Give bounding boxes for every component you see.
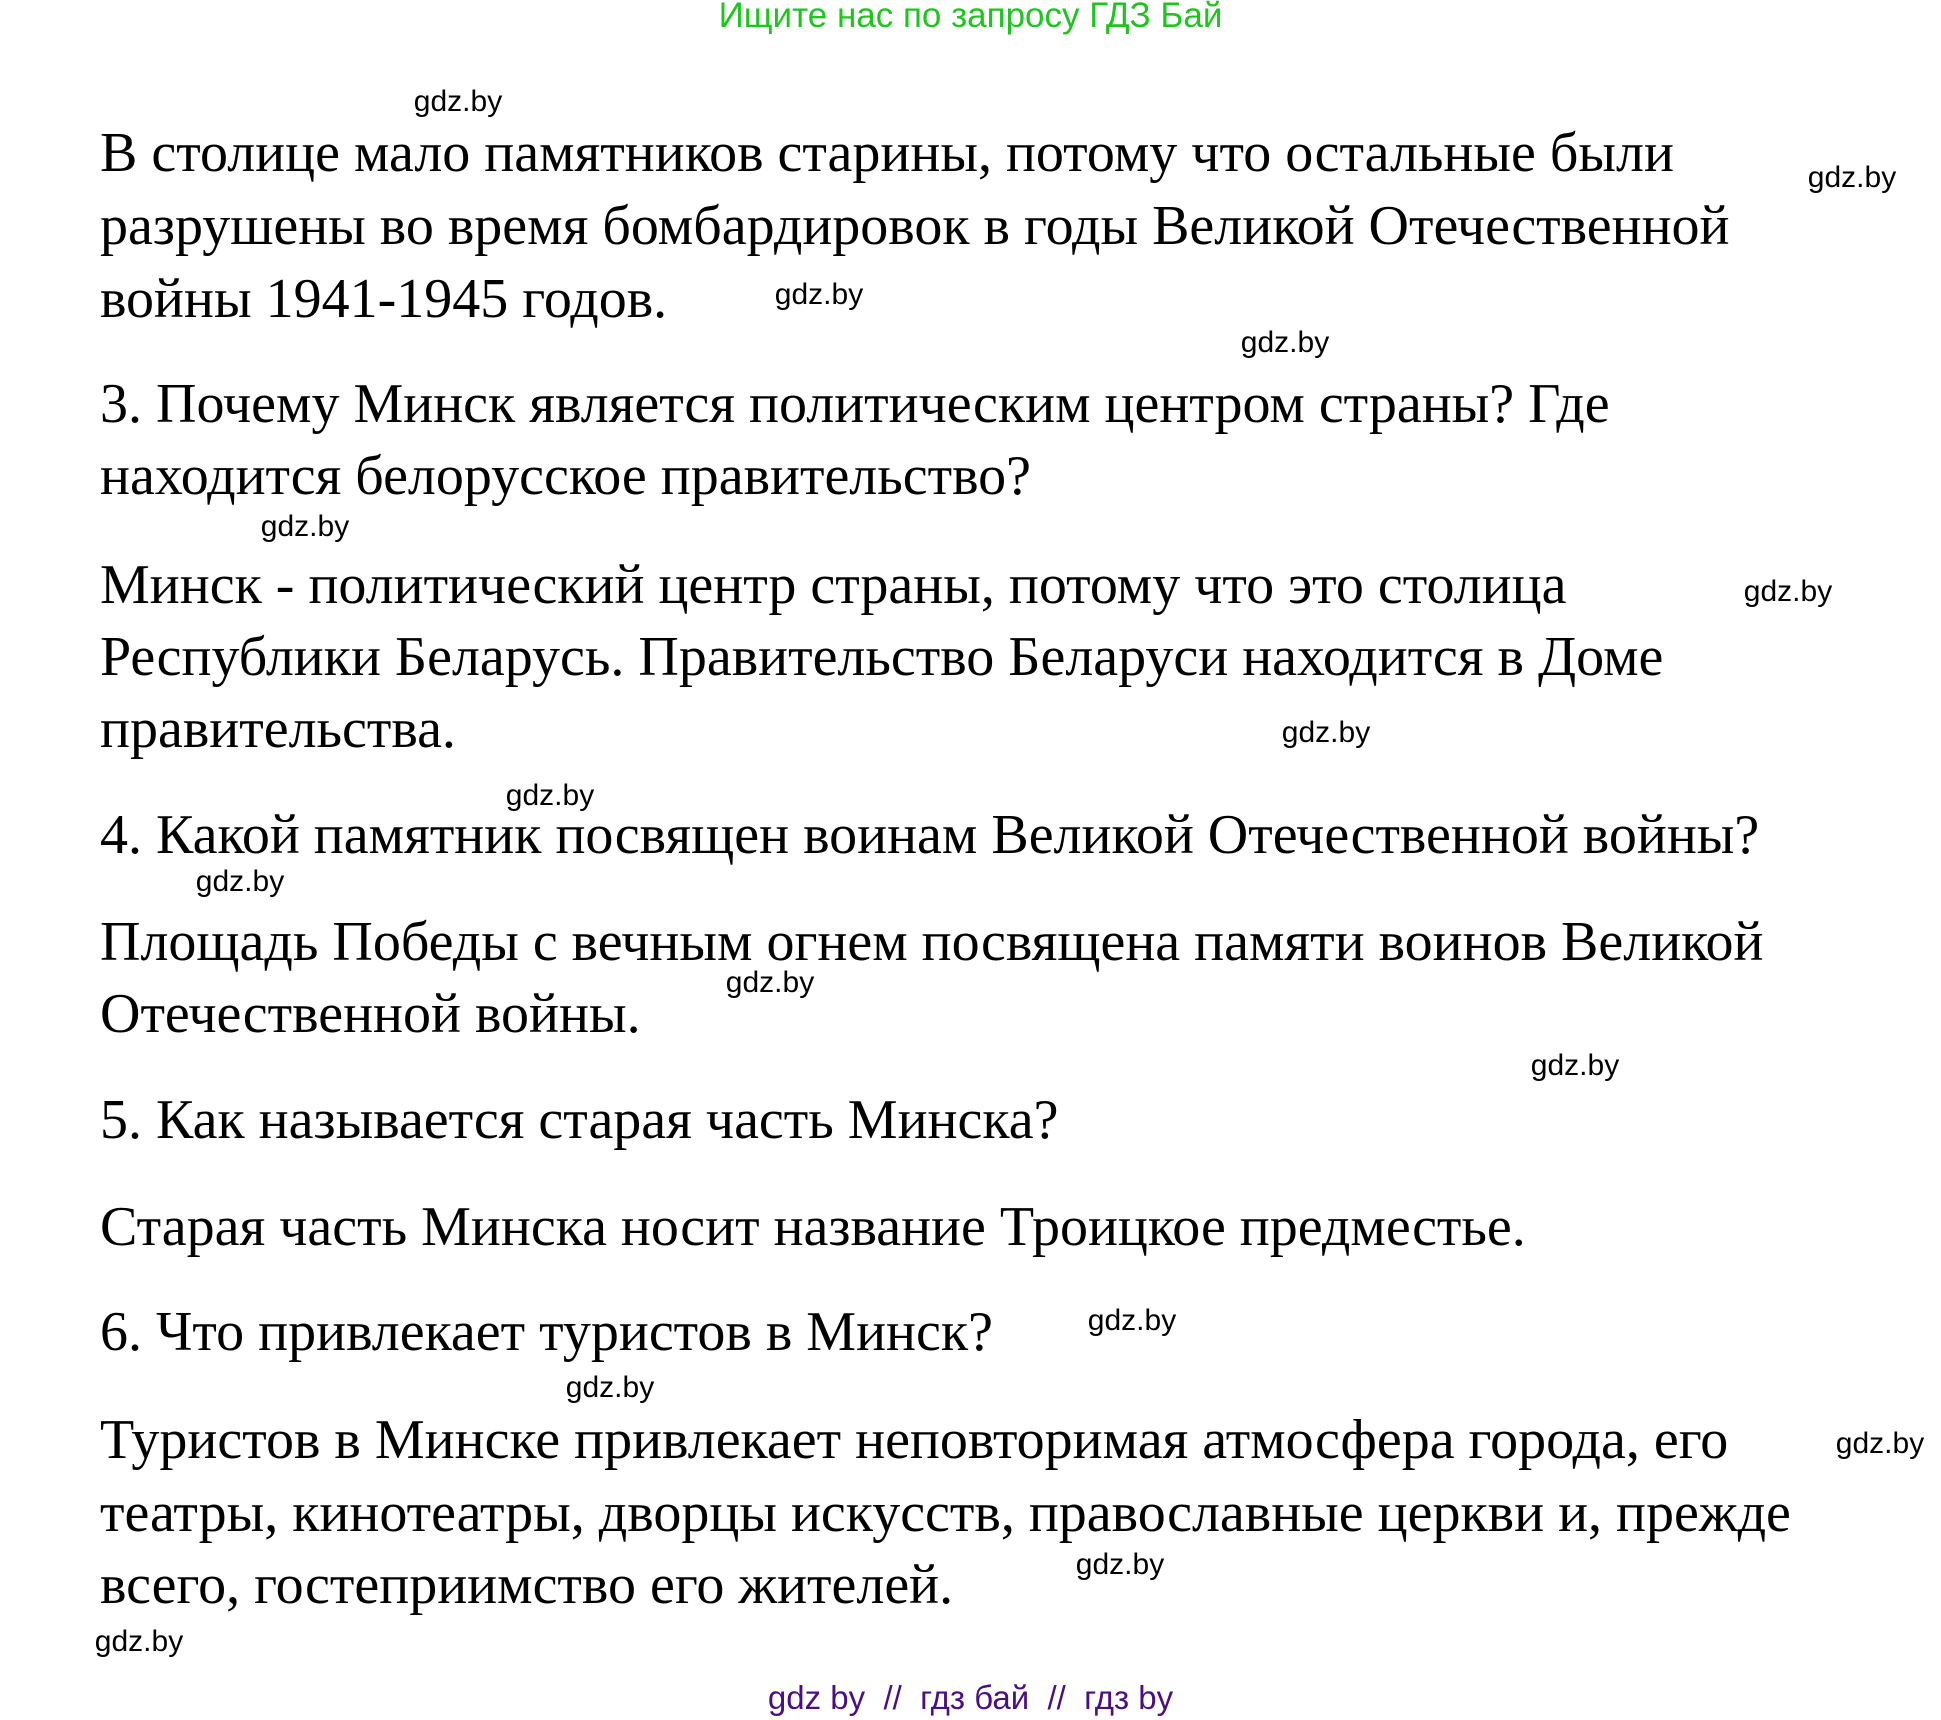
watermark: gdz.by [1087, 1304, 1177, 1337]
watermark: gdz.by [1835, 1427, 1925, 1460]
answer-line: Площадь Победы с вечным огнем посвящена памяти воинов Великой [100, 911, 1764, 973]
answer-line: правительства. [100, 698, 456, 760]
answer-line: всего, гостеприимство его жителей. [100, 1554, 954, 1616]
question-line: находится белорусское правительство? [100, 445, 1032, 507]
watermark: gdz.by [1281, 716, 1371, 749]
answer-line: театры, кинотеатры, дворцы искусств, православные церкви и, прежде [100, 1482, 1791, 1544]
text-line: войны 1941-1945 годов. [100, 268, 668, 330]
watermark: gdz.by [195, 865, 285, 898]
footer-links: gdz by // гдз бай // гдз by [767, 1679, 1174, 1716]
text-line: разрушены во время бомбардировок в годы Великой Отечественной [100, 195, 1730, 257]
watermark: gdz.by [1743, 575, 1833, 608]
answer-line: Туристов в Минске привлекает неповторимая атмосфера города, его [100, 1409, 1729, 1471]
answer-line: Минск - политический центр страны, потому что это столица [100, 554, 1567, 616]
text-line: В столице мало памятников старины, потому что остальные были [100, 122, 1674, 184]
watermark: gdz.by [413, 85, 503, 118]
question-line: 5. Как называется старая часть Минска? [100, 1089, 1059, 1151]
watermark: gdz.by [505, 779, 595, 812]
watermark: gdz.by [1075, 1548, 1165, 1581]
watermark: gdz.by [1530, 1049, 1620, 1082]
question-line: 3. Почему Минск является политическим центром страны? Где [100, 373, 1610, 435]
watermark: gdz.by [565, 1371, 655, 1404]
answer-line: Республики Беларусь. Правительство Беларуси находится в Доме [100, 626, 1664, 688]
question-line: 6. Что привлекает туристов в Минск? [100, 1301, 993, 1363]
question-line: 4. Какой памятник посвящен воинам Великой Отечественной войны? [100, 804, 1760, 866]
watermark: gdz.by [1240, 326, 1330, 359]
answer-line: Старая часть Минска носит название Троицкое предместье. [100, 1196, 1526, 1258]
watermark: gdz.by [774, 278, 864, 311]
answer-line: Отечественной войны. [100, 983, 641, 1045]
watermark: gdz.by [1807, 161, 1897, 194]
watermark: gdz.by [260, 510, 350, 543]
search-hint-banner: Ищите нас по запросу ГДЗ Бай [718, 0, 1223, 35]
watermark: gdz.by [725, 966, 815, 999]
watermark: gdz.by [94, 1625, 184, 1658]
